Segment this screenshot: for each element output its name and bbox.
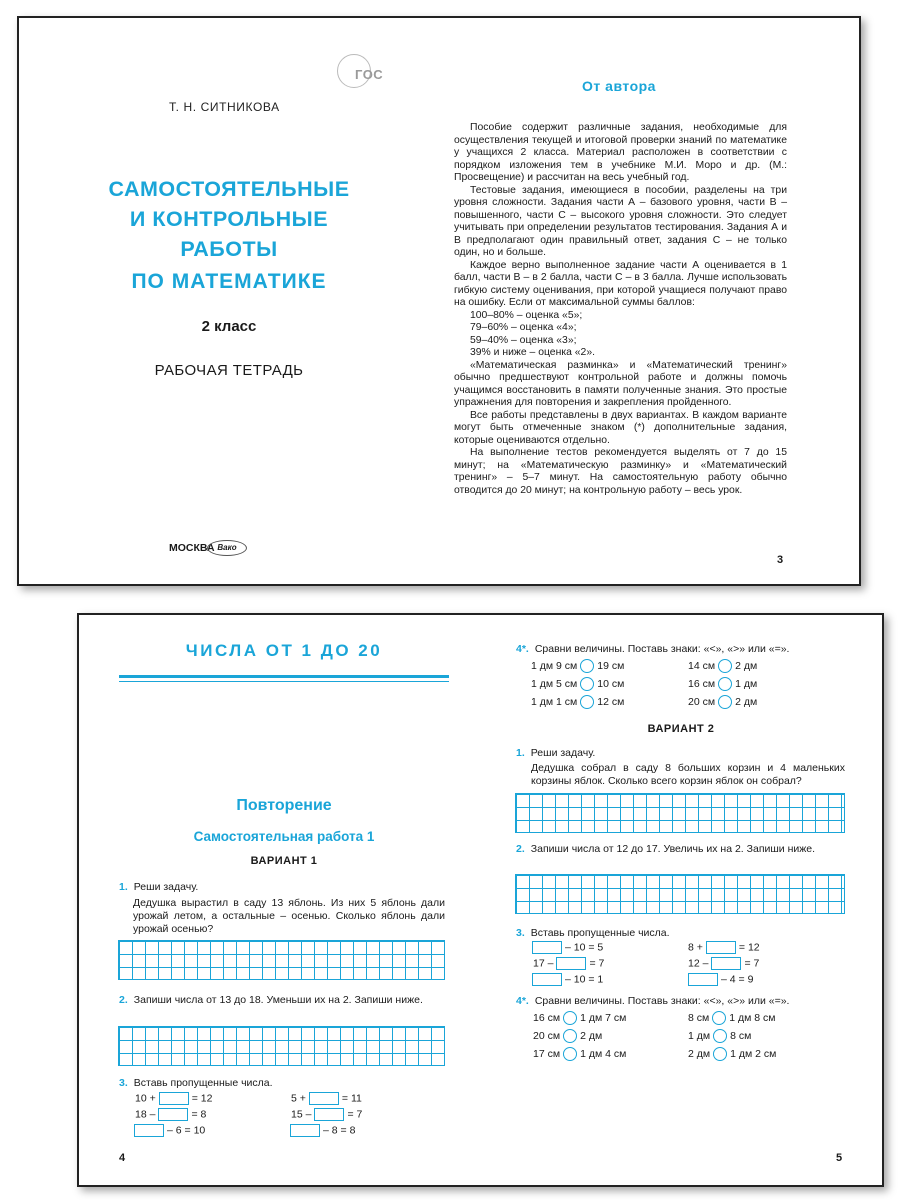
comparison: 20 см 2 дм bbox=[688, 695, 758, 708]
comparison: 20 см 2 дм bbox=[533, 1029, 603, 1042]
equation: 8 + = 12 bbox=[688, 941, 760, 954]
answer-box[interactable] bbox=[711, 957, 741, 970]
workbook-label: РАБОЧАЯ ТЕТРАДЬ bbox=[154, 362, 304, 379]
comparison: 16 см 1 дм bbox=[688, 677, 758, 690]
task-4: 4*. Сравни величины. Поставь знаки: «<», «>» или «=». bbox=[516, 995, 790, 1007]
compare-circle[interactable] bbox=[718, 677, 732, 691]
task-3: 3. Вставь пропущенные числа. bbox=[516, 927, 670, 939]
task-1: 1. Реши задачу. bbox=[516, 747, 596, 759]
answer-box[interactable] bbox=[688, 973, 718, 986]
compare-circle[interactable] bbox=[580, 677, 594, 691]
answer-box[interactable] bbox=[314, 1108, 344, 1121]
compare-circle[interactable] bbox=[580, 659, 594, 673]
answer-grid[interactable] bbox=[515, 793, 845, 833]
answer-grid[interactable] bbox=[118, 940, 445, 980]
grade-label: 2 класс bbox=[201, 318, 257, 335]
section-divider bbox=[119, 675, 449, 678]
top-spread bbox=[17, 16, 861, 586]
compare-circle[interactable] bbox=[580, 695, 594, 709]
comparison: 16 см 1 дм 7 см bbox=[533, 1011, 627, 1024]
task-3: 3. Вставь пропущенные числа. bbox=[119, 1077, 273, 1089]
book-title: САМОСТОЯТЕЛЬНЫЕ И КОНТРОЛЬНЫЕ РАБОТЫ bbox=[108, 177, 350, 261]
task-4: 4*. Сравни величины. Поставь знаки: «<», «>» или «=». bbox=[516, 643, 790, 655]
answer-box[interactable] bbox=[556, 957, 586, 970]
bottom-spread bbox=[77, 613, 884, 1187]
page-number: 4 bbox=[119, 1152, 126, 1164]
answer-grid[interactable] bbox=[515, 874, 845, 914]
comparison: 2 дм 1 дм 2 см bbox=[688, 1047, 777, 1060]
comparison: 17 см 1 дм 4 см bbox=[533, 1047, 627, 1060]
equation: – 10 = 5 bbox=[529, 941, 603, 954]
variant-heading: ВАРИАНТ 1 bbox=[250, 855, 318, 867]
compare-circle[interactable] bbox=[563, 1047, 577, 1061]
equation: 17 – = 7 bbox=[533, 957, 605, 970]
equation: – 4 = 9 bbox=[685, 973, 753, 986]
comparison: 1 дм 1 см 12 см bbox=[531, 695, 625, 708]
compare-circle[interactable] bbox=[718, 659, 732, 673]
compare-circle[interactable] bbox=[713, 1029, 727, 1043]
preface-text: Пособие содержит различные задания, необходимые для осуществления текущей и итоговой проверки знаний по математике у учащихся 2 класса. Материал расположен в соответствии с порядком изложения тем в учебнике М.И. Моро и др. (М.: Просвещение) и рассчитан на весь учебный год. Тестовые задания, имеющиеся в пособии, разделены на три уровня сложности. Задания части А – базового уровня, части В – повышенного, части С – высокого уровня сложности. Это следует учитывать при определении результатов тестирования. Задания А и В предполагают один правильный ответ, задания С – не только один, но и больше. Каждое верно выполненное задание части А оценивается в 1 балл, части В – в 2 балла, части С – в 3 балла. Лучше использовать гибкую систему оценивания, при которой учащиеся получают право на ошибку. Если от максимальной суммы баллов: 100–80% – оценка «5»; 79–60% – оценка «4»; 59–40% – оценка «3»; 39% и ниже – оценка «2». «Математическая разминка» и «Математический тренинг» обычно предшествуют контрольной работе и должны помочь учащимся восстановить в памяти полученные знания. Это простые упражнения для повторения и закрепления пройденного. Все работы представлены в двух вариантах. В каждом варианте могут быть отмеченные знаком (*) дополнительные задания, которые оцениваются отдельно. На выполнение тестов рекомендуется выделять от 7 до 15 минут; на «Математическую разминку» и «Математический тренинг» – 5–7 минут. На самостоятельную работу обычно отводится до 20 минут; на контрольную работу – весь урок. bbox=[454, 122, 787, 496]
answer-box[interactable] bbox=[532, 941, 562, 954]
equation: 5 + = 11 bbox=[291, 1092, 362, 1105]
book-subject: ПО МАТЕМАТИКЕ bbox=[131, 270, 327, 293]
compare-circle[interactable] bbox=[563, 1029, 577, 1043]
compare-circle[interactable] bbox=[563, 1011, 577, 1025]
task-1: 1. Реши задачу. bbox=[119, 881, 199, 893]
task-1-text: Дедушка вырастил в саду 13 яблонь. Из них 5 яблонь дали урожай летом, а остальные – осенью. Сколько яблонь дали урожай осенью? bbox=[133, 897, 445, 935]
equation: – 6 = 10 bbox=[131, 1124, 205, 1137]
task-2: 2. Запиши числа от 13 до 18. Уменьши их на 2. Запиши ниже. bbox=[119, 994, 423, 1006]
comparison: 1 дм 9 см 19 см bbox=[531, 659, 625, 672]
equation: – 8 = 8 bbox=[287, 1124, 355, 1137]
task-1-text: Дедушка собрал в саду 8 больших корзин и 4 маленьких корзины яблок. Сколько всего корзин яблок он собрал? bbox=[531, 762, 845, 787]
answer-grid[interactable] bbox=[118, 1026, 445, 1066]
compare-circle[interactable] bbox=[713, 1047, 727, 1061]
compare-circle[interactable] bbox=[712, 1011, 726, 1025]
fgos-logo: ГОС bbox=[335, 52, 395, 92]
comparison: 8 см 1 дм 8 см bbox=[688, 1011, 776, 1024]
answer-box[interactable] bbox=[158, 1108, 188, 1121]
answer-box[interactable] bbox=[309, 1092, 339, 1105]
task-2: 2. Запиши числа от 12 до 17. Увеличь их на 2. Запиши ниже. bbox=[516, 843, 816, 855]
comparison: 14 см 2 дм bbox=[688, 659, 758, 672]
page-number: 3 bbox=[777, 554, 784, 566]
answer-box[interactable] bbox=[706, 941, 736, 954]
publisher-logo: Вако bbox=[207, 540, 247, 556]
compare-circle[interactable] bbox=[718, 695, 732, 709]
equation: – 10 = 1 bbox=[529, 973, 603, 986]
answer-box[interactable] bbox=[532, 973, 562, 986]
answer-box[interactable] bbox=[134, 1124, 164, 1137]
work-heading: Самостоятельная работа 1 bbox=[193, 829, 375, 844]
equation: 10 + = 12 bbox=[135, 1092, 213, 1105]
variant-heading: ВАРИАНТ 2 bbox=[647, 723, 715, 735]
equation: 12 – = 7 bbox=[688, 957, 760, 970]
answer-box[interactable] bbox=[290, 1124, 320, 1137]
publisher-city: МОСКВА bbox=[169, 542, 215, 554]
section-divider-thin bbox=[119, 681, 449, 682]
repeat-heading: Повторение bbox=[236, 797, 332, 814]
comparison: 1 дм 8 см bbox=[688, 1029, 752, 1042]
equation: 18 – = 8 bbox=[135, 1108, 207, 1121]
answer-box[interactable] bbox=[159, 1092, 189, 1105]
preface-title: От автора bbox=[582, 78, 656, 94]
comparison: 1 дм 5 см 10 см bbox=[531, 677, 625, 690]
section-title: ЧИСЛА ОТ 1 ДО 20 bbox=[185, 641, 383, 660]
page-number: 5 bbox=[836, 1152, 843, 1164]
author-name: Т. Н. СИТНИКОВА bbox=[169, 100, 280, 114]
equation: 15 – = 7 bbox=[291, 1108, 363, 1121]
